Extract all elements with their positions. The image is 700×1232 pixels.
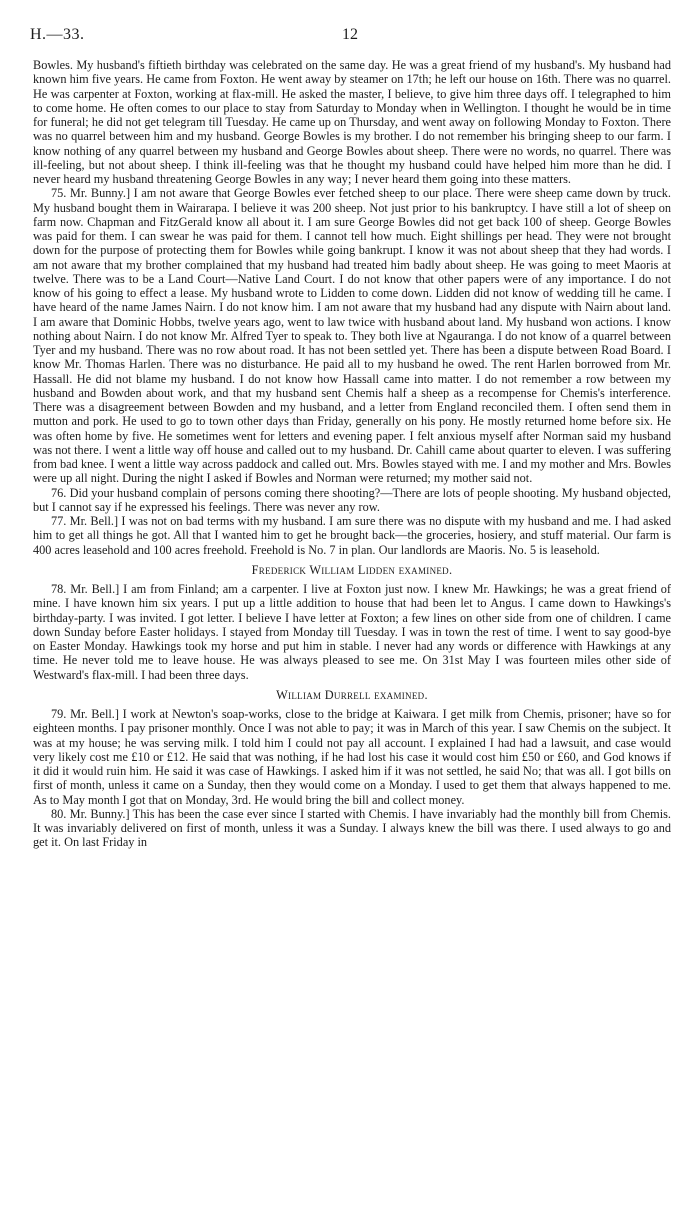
paragraph-78: 78. Mr. Bell.] I am from Finland; am a carpenter. I live at Foxton just now. I knew Mr. Hawkings; he was a great friend of mine. I have known him six years. I put up a little addition to house that had been let to Angus. I came down to Hawkings's birthday-party. I was invited. I got letter. I believe I have letter at Foxton; a few lines on other side from one of children. I came down Sunday before Easter holidays. I stayed from Monday till Tuesday. I was in town the rest of time. I went to say good-bye on Easter Monday. Hawkings took my horse and put him in stable. I never had any words or difference with Hawkings at any time. He never told me to leave house. He was always pleased to see me. On 31st May I was fourteen miles other side of Westward's flax-mill. I had been three days. — [33, 582, 671, 682]
paragraph-80: 80. Mr. Bunny.] This has been the case ever since I started with Chemis. I have invariably had the monthly bill from Chemis. It was invariably delivered on first of month, unless it was a Sunday. I always knew the bill was there. I used always to go and get it. On last Friday in — [33, 806, 671, 850]
paragraph-continuation: Bowles. My husband's fiftieth birthday was celebrated on the same day. He was a great friend of my husband's. My husband had known him five years. He came from Foxton. He went away by steamer on 17th; he left our house on 16th. There was no quarrel. He was carpenter at Foxton, working at flax-mill. He asked the master, I believe, to give him three days off. I telegraphed to him to come home. He often comes to our place to stay from Saturday to Monday when in Wellington. I thought he would be in time for funeral; he did not get telegram till Tuesday. He came up on Thursday, and went away on following Monday to Foxton. There was no quarrel between him and my husband. George Bowles is my brother. I do not remember his bringing sheep to our farm. I know nothing of any quarrel between my husband and George Bowles about sheep. There were no words, no quarrel. There was ill-feeling, but not about sheep. I think ill-feeling was that he thought my husband could have helped him more than he did. I never heard my husband threatening George Bowles in any way; I never heard them going into these matters. — [33, 58, 671, 186]
page-number: 12 — [342, 26, 358, 43]
document-body — [33, 58, 671, 850]
witness-heading-durrell: William Durrell examined. — [276, 687, 428, 702]
paragraph-79: 79. Mr. Bell.] I work at Newton's soap-works, close to the bridge at Kaiwara. I get milk from Chemis, prisoner; have so for eighteen months. I pay prisoner monthly. Once I was not able to pay; it was in March of this year. I saw Chemis on the subject. It was at my house; he was serving milk. I told him I could not pay all account. I explained I had had a lawsuit, and case would very likely cost me £10 or £12. He said that was nothing, if he had lost his case it would cost him £50 or £60, and God knows if it did it would ruin him. He said it was case of Hawkings. I asked him if it was not settled, he said No; that was all. I got bills on first of month, unless it came on a Sunday, then they would come on a Monday. I used to get them that always happened to me. As to May month I got that on Monday, 3rd. He would bring the bill and collect money. — [33, 707, 671, 807]
paragraph-77: 77. Mr. Bell.] I was not on bad terms with my husband. I am sure there was no dispute with my husband and me. I had asked him to get all things he got. All that I wanted him to get he brought back—the groceries, hosiery, and stuff material. Our farm is 400 acres leasehold and 100 acres freehold. Freehold is No. 7 in plan. Our landlords are Maoris. No. 5 is leasehold. — [33, 514, 671, 557]
paragraph-76: 76. Did your husband complain of persons coming there shooting?—There are lots of people shooting. My husband objected, but I cannot say if he expressed his feelings. There was never any row. — [33, 485, 671, 514]
paragraph-75: 75. Mr. Bunny.] I am not aware that George Bowles ever fetched sheep to our place. There were sheep came down by truck. My husband bought them in Wairarapa. I believe it was 200 sheep. Not just prior to his bankruptcy. I have still a lot of sheep on farm now. Chapman and FitzGerald know all about it. I am sure George Bowles did not get back 100 of sheep. George Bowles was paid for them. I can swear he was paid for them. I cannot tell how much. Eight shillings per head. They were not brought down for the purpose of protecting them for Bowles while going bankrupt. I know it was not about sheep that they had words. I am not aware that my brother complained that my husband had treated him badly about sheep. He was going to meet Maoris at twelve. There was to be a Land Court—Native Land Court. I do not know that other papers were of any importance. I do not know of his going to effect a lease. My husband wrote to Lidden to come down. Lidden did not know of wedding till he came. I have heard of the name James Nairn. I do not know him. I am not aware that my husband had any dispute with Nairn about land. I am aware that Dominic Hobbs, twelve years ago, went to law twice with husband about land. My husband won actions. I know nothing about Nairn. I do not know Mr. Alfred Tyer to speak to. They both live at Ngauranga. I do not know of a quarrel between Tyer and my husband. There was no row about road. It has not been settled yet. There has been a dispute between Road Board. I know Mr. Thomas Harlen. There was no disturbance. He paid all to my husband he owed. The rent Harlen borrowed from Mr. Hassall. He did not blame my husband. I do not know how Hassall came into matter. I do not remember a row between my husband and Bowden about work, and that my husband sent Chemis half a sheep as a recompense for Chemis's interference. There was a disagreement between Bowden and my husband, and a letter from England reconciled them. I often send them in mutton and pork. He used to go to town other days than Friday, generally on his pony. He mostly returned home before six. He was often home by five. He sometimes went for letters and evening paper. I felt anxious myself after Norman said my husband was not there. I went a little way off house and called out to my husband. Dr. Cahill came about quarter to eleven. I was suffering from bad knee. I went a little way across paddock and called out. Mrs. Bowles stayed with me. I and my mother and Mrs. Bowles were up all night. During the night I asked if Bowles and Norman were returned; my mother said not. — [33, 186, 671, 486]
page-header — [30, 26, 670, 50]
witness-heading-lidden: Frederick William Lidden examined. — [251, 562, 453, 577]
document-reference: H.—33. — [30, 26, 85, 43]
